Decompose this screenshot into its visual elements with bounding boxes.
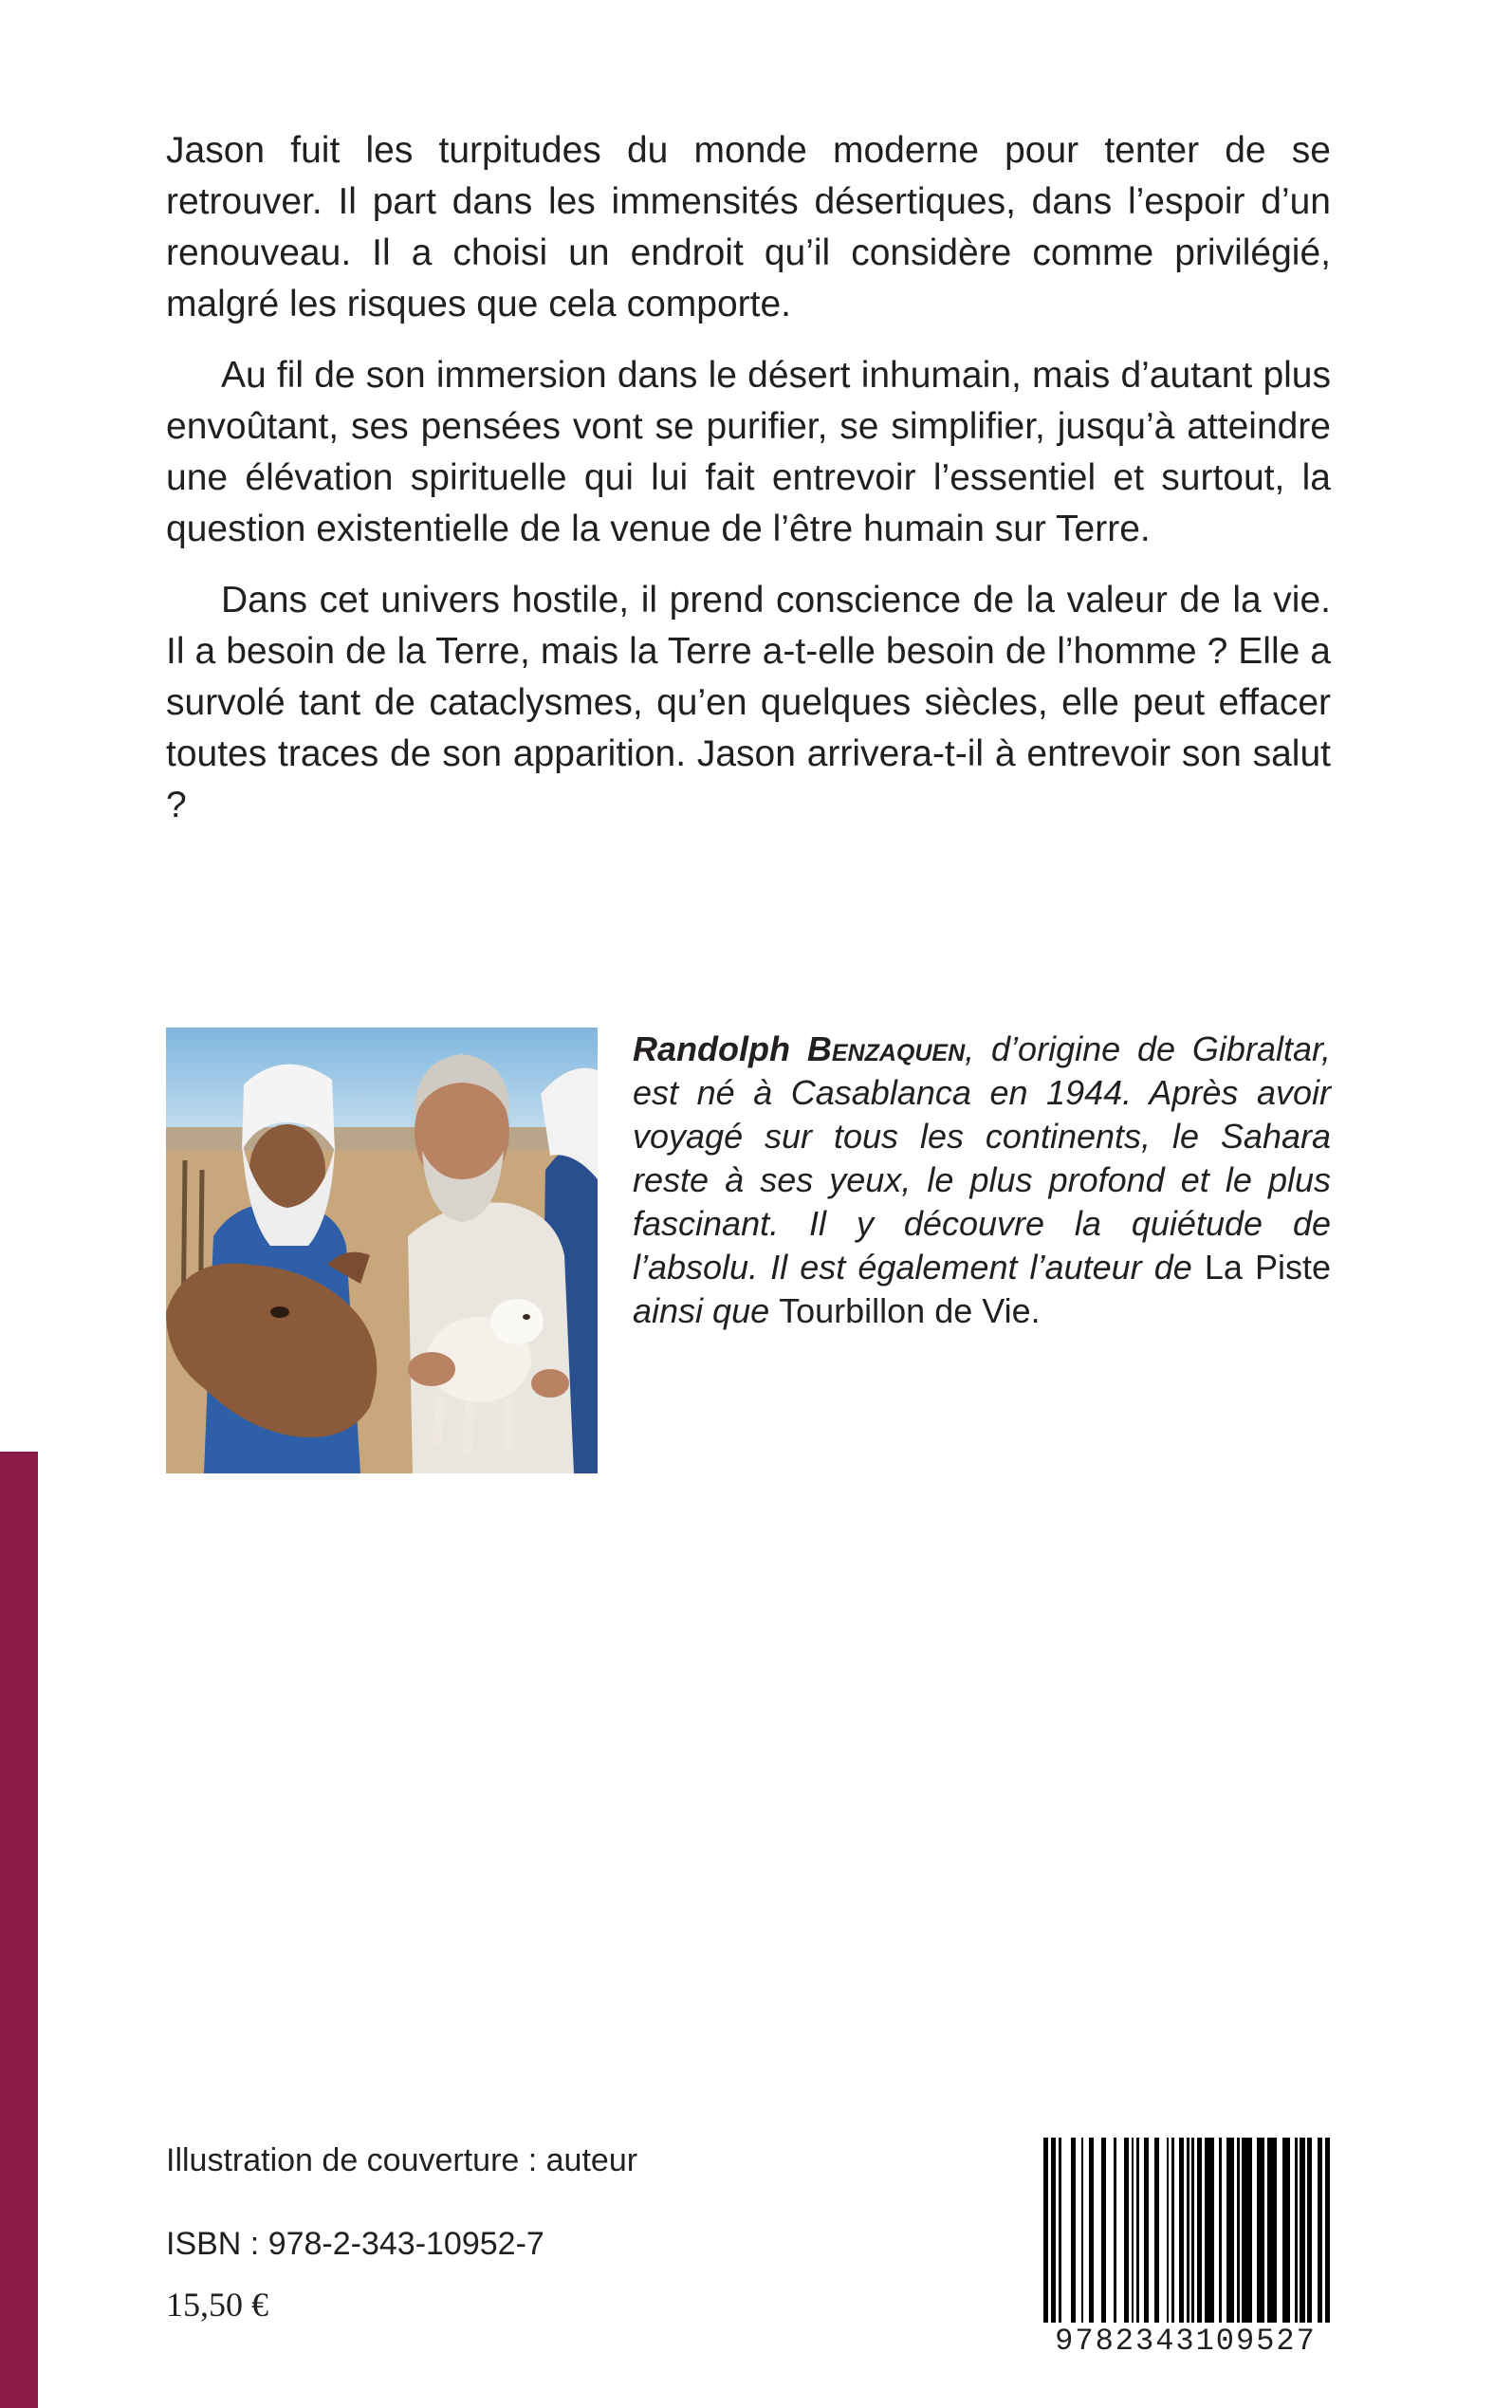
author-photo-desert-icon bbox=[166, 1028, 598, 1473]
barcode bbox=[1034, 2138, 1337, 2365]
barcode-bar bbox=[1237, 2138, 1240, 2323]
barcode-bar bbox=[1226, 2138, 1234, 2323]
accent-strip bbox=[0, 1452, 38, 2408]
barcode-bar bbox=[1081, 2138, 1084, 2323]
price: 15,50 € bbox=[166, 2286, 268, 2324]
blurb-paragraph-3: Dans cet univers hostile, il prend conscience de la valeur de la vie. Il a besoin de la Terre, mais la Terre a-t-elle besoin de l’homme ? Elle a survolé tant de cataclysmes, qu’en quelques siècles, elle peut effacer toutes traces de son apparition. Jason arrivera-t-il à entrevoir son salut ? bbox=[166, 580, 1331, 825]
barcode-bar bbox=[1187, 2138, 1189, 2323]
author-surname: Benzaquen bbox=[806, 1029, 966, 1068]
barcode-bar bbox=[1144, 2138, 1149, 2323]
barcode-bar bbox=[1101, 2138, 1106, 2323]
author-first-name: Randolph bbox=[633, 1029, 790, 1068]
barcode-bar bbox=[1124, 2138, 1129, 2323]
barcode-bar bbox=[1267, 2138, 1278, 2323]
back-cover-blurb bbox=[166, 125, 1331, 851]
barcode-bar bbox=[1205, 2138, 1215, 2323]
author-bio bbox=[633, 1028, 1331, 1333]
bio-text-1: , d’origine de Gibraltar, est né à Casablanca en 1944. Après avoir voyagé sur tous les continents, le Sahara reste à ses yeux, le plus profond et le plus fascinant. Il y découvre la quiétude de l’absolu. Il est également l’auteur de bbox=[633, 1029, 1331, 1287]
barcode-bar bbox=[1307, 2138, 1312, 2323]
barcode-bar bbox=[1071, 2138, 1076, 2323]
barcode-bar bbox=[1242, 2138, 1252, 2323]
barcode-bar bbox=[1167, 2138, 1170, 2323]
barcode-bar bbox=[1154, 2138, 1159, 2323]
isbn: ISBN : 978-2-343-10952-7 bbox=[166, 2226, 544, 2262]
barcode-bar bbox=[1197, 2138, 1202, 2323]
barcode-bar bbox=[1136, 2138, 1139, 2323]
barcode-bar bbox=[1191, 2138, 1194, 2323]
barcode-digits: 9782343109527 bbox=[1055, 2324, 1317, 2359]
barcode-bar bbox=[1295, 2138, 1298, 2323]
bio-text-2: ainsi que bbox=[633, 1291, 780, 1330]
barcode-bar bbox=[1219, 2138, 1222, 2323]
barcode-bar bbox=[1257, 2138, 1264, 2323]
author-photo bbox=[166, 1028, 598, 1473]
blurb-paragraph-1: Jason fuit les turpitudes du monde moderne pour tenter de se retrouver. Il part dans les immensités désertiques, dans l’espoir d’un renouveau. Il a choisi un endroit qu’il considère comme privilégié, malgré les risques que cela comporte. bbox=[166, 130, 1331, 324]
barcode-bar bbox=[1089, 2138, 1094, 2323]
barcode-bar bbox=[1059, 2138, 1061, 2323]
barcode-bar bbox=[1171, 2138, 1174, 2323]
barcode-bar bbox=[1300, 2138, 1304, 2323]
barcode-bar bbox=[1051, 2138, 1056, 2323]
bio-text-3: . bbox=[1030, 1291, 1041, 1330]
cover-credit: Illustration de couverture : auteur bbox=[166, 2142, 638, 2178]
book-title-2: Tourbillon de Vie bbox=[779, 1291, 1031, 1330]
barcode-icon bbox=[1043, 2138, 1330, 2323]
barcode-bar bbox=[1114, 2138, 1116, 2323]
barcode-bar bbox=[1043, 2138, 1048, 2323]
book-title-1: La Piste bbox=[1204, 1248, 1332, 1287]
barcode-bar bbox=[1179, 2138, 1184, 2323]
barcode-bar bbox=[1325, 2138, 1330, 2323]
barcode-bar bbox=[1318, 2138, 1322, 2323]
barcode-bar bbox=[1282, 2138, 1290, 2323]
blurb-paragraph-2: Au fil de son immersion dans le désert inhumain, mais d’autant plus envoûtant, ses pensées vont se purifier, se simplifier, jusqu’à atteindre une élévation spirituelle qui lui fait entrevoir l’essentiel et surtout, la question existentielle de la venue de l’être humain sur Terre. bbox=[166, 355, 1331, 549]
barcode-bar bbox=[1132, 2138, 1134, 2323]
